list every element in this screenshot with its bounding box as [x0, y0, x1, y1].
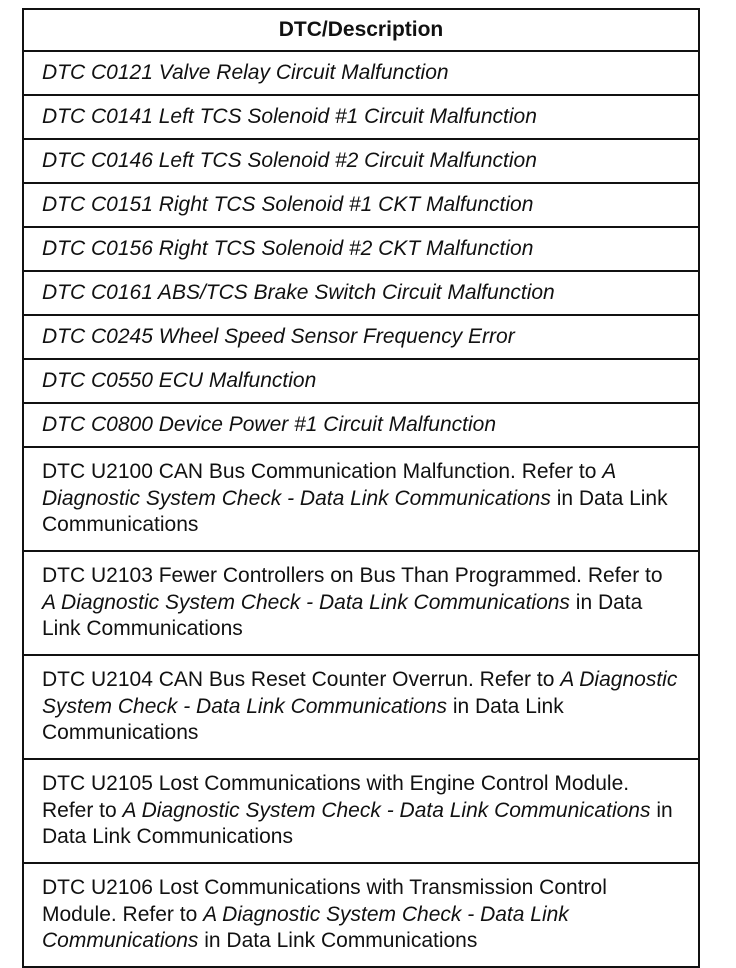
table-row	[23, 183, 699, 227]
reference-location: in Data Link Communications	[42, 798, 673, 849]
table-row	[23, 139, 699, 183]
table-row	[23, 759, 699, 863]
dtc-cell: DTC C0800 Device Power #1 Circuit Malfunction	[23, 403, 699, 447]
dtc-cell	[23, 447, 699, 551]
dtc-description: DTC U2103 Fewer Controllers on Bus Than Programmed. Refer to	[42, 564, 663, 588]
table-row	[23, 51, 699, 95]
dtc-cell	[23, 759, 699, 863]
dtc-cell: DTC C0245 Wheel Speed Sensor Frequency Error	[23, 315, 699, 359]
dtc-description: DTC U2104 CAN Bus Reset Counter Overrun. Refer to	[42, 668, 561, 692]
reference-link-text: A Diagnostic System Check - Data Link Communications	[42, 668, 678, 718]
dtc-cell: DTC C0121 Valve Relay Circuit Malfunction	[23, 51, 699, 95]
dtc-description: DTC U2105 Lost Communications with Engine Control Module. Refer to	[42, 772, 630, 822]
reference-location: in Data Link Communications	[42, 694, 564, 745]
dtc-cell: DTC C0156 Right TCS Solenoid #2 CKT Malfunction	[23, 227, 699, 271]
table-row	[23, 227, 699, 271]
reference-link-text: A Diagnostic System Check - Data Link Communications	[122, 798, 651, 822]
reference-link-text: A Diagnostic System Check - Data Link Communications	[42, 460, 616, 510]
table-row	[23, 95, 699, 139]
table-row	[23, 403, 699, 447]
reference-location: in Data Link Communications	[42, 486, 668, 537]
reference-location: in Data Link Communications	[42, 590, 643, 641]
dtc-cell: DTC C0146 Left TCS Solenoid #2 Circuit Malfunction	[23, 139, 699, 183]
table-row	[23, 271, 699, 315]
dtc-cell	[23, 551, 699, 655]
table-row	[23, 863, 699, 967]
dtc-cell: DTC C0161 ABS/TCS Brake Switch Circuit Malfunction	[23, 271, 699, 315]
dtc-description: DTC U2106 Lost Communications with Transmission Control Module. Refer to	[42, 876, 607, 926]
reference-link-text: A Diagnostic System Check - Data Link Communications	[42, 590, 570, 614]
dtc-cell: DTC C0151 Right TCS Solenoid #1 CKT Malfunction	[23, 183, 699, 227]
column-header: DTC/Description	[23, 9, 699, 51]
dtc-table	[22, 8, 700, 968]
dtc-cell	[23, 863, 699, 967]
table-row	[23, 447, 699, 551]
table-row	[23, 655, 699, 759]
table-row	[23, 315, 699, 359]
reference-link-text: A Diagnostic System Check - Data Link Communications	[42, 902, 569, 953]
dtc-cell: DTC C0141 Left TCS Solenoid #1 Circuit Malfunction	[23, 95, 699, 139]
dtc-cell	[23, 655, 699, 759]
dtc-cell: DTC C0550 ECU Malfunction	[23, 359, 699, 403]
table-row	[23, 551, 699, 655]
reference-location: in Data Link Communications	[198, 929, 478, 953]
table-row	[23, 359, 699, 403]
dtc-description: DTC U2100 CAN Bus Communication Malfunction. Refer to	[42, 460, 603, 484]
header-row	[23, 9, 699, 51]
